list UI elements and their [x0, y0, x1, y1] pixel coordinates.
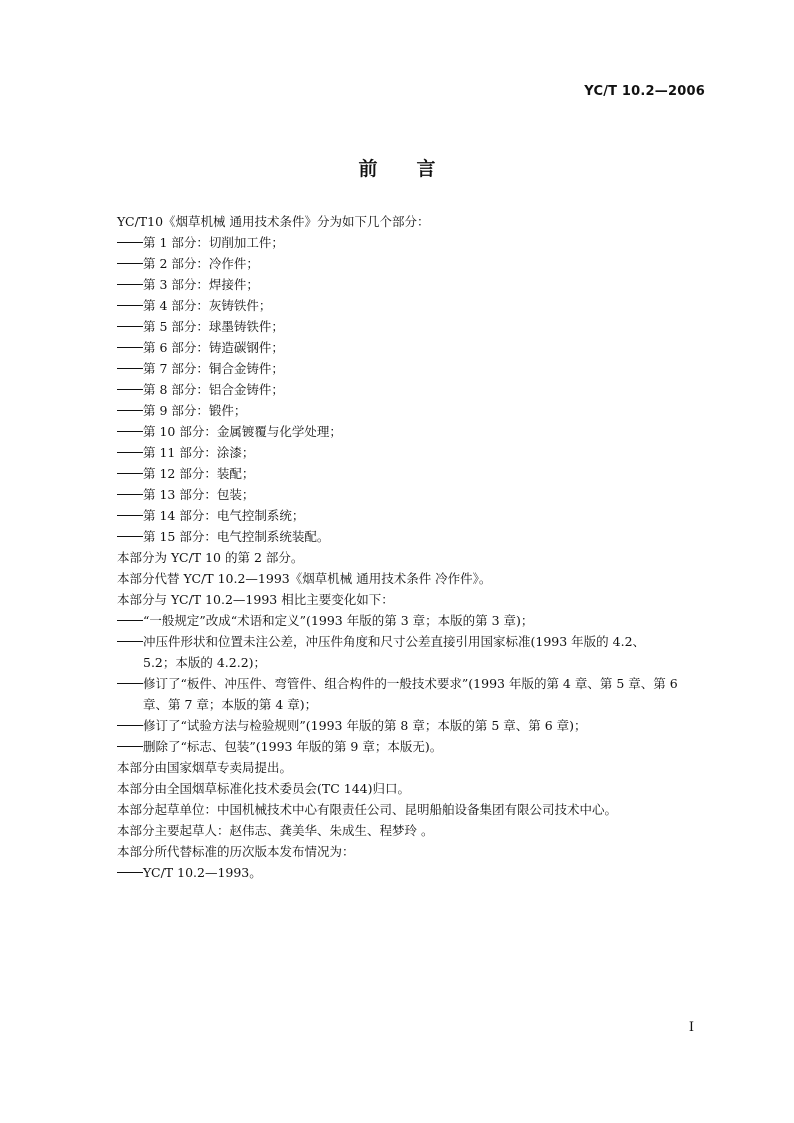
list-item: 第 7 部分：铜合金铸件；	[117, 358, 717, 379]
list-item: 第 14 部分：电气控制系统；	[117, 505, 717, 526]
list-item-continuation: 章、第 7 章；本版的第 4 章)；	[143, 697, 318, 712]
foreword-body	[117, 211, 717, 883]
em-dash	[117, 473, 143, 474]
list-item: 第 4 部分：灰铸铁件；	[117, 295, 717, 316]
em-dash	[117, 410, 143, 411]
history-intro-line: 本部分所代替标准的历次版本发布情况为：	[117, 844, 355, 859]
list-item: 冲压件形状和位置未注公差，冲压件角度和尺寸公差直接引用国家标准(1993 年版的 4.2、	[117, 631, 717, 652]
list-item: 第 15 部分：电气控制系统装配。	[117, 526, 717, 547]
em-dash	[117, 284, 143, 285]
proposed-by-line: 本部分由国家烟草专卖局提出。	[117, 760, 293, 775]
list-item: YC/T 10.2—1993。	[117, 862, 717, 883]
intro-line: YC/T10《烟草机械 通用技术条件》分为如下几个部分：	[117, 214, 430, 229]
list-item: 第 9 部分：锻件；	[117, 400, 717, 421]
page-number: I	[688, 1020, 694, 1035]
this-part-line: 本部分为 YC/T 10 的第 2 部分。	[117, 550, 304, 565]
em-dash	[117, 263, 143, 264]
em-dash	[117, 452, 143, 453]
drafting-units-line: 本部分起草单位：中国机械技术中心有限责任公司、昆明船舶设备集团有限公司技术中心。	[117, 802, 618, 817]
em-dash	[117, 305, 143, 306]
em-dash	[117, 620, 143, 621]
em-dash	[117, 494, 143, 495]
centralized-by-line: 本部分由全国烟草标准化技术委员会(TC 144)归口。	[117, 781, 410, 796]
list-item: 删除了“标志、包装”(1993 年版的第 9 章；本版无)。	[117, 736, 717, 757]
list-item: 第 3 部分：焊接件；	[117, 274, 717, 295]
em-dash	[117, 431, 143, 432]
list-item: 第 2 部分：冷作件；	[117, 253, 717, 274]
list-item: 第 6 部分：铸造碳钢件；	[117, 337, 717, 358]
changes-list	[117, 610, 717, 757]
em-dash	[117, 368, 143, 369]
em-dash	[117, 746, 143, 747]
em-dash	[117, 872, 143, 873]
list-item: 第 13 部分：包装；	[117, 484, 717, 505]
list-item: 第 8 部分：铝合金铸件；	[117, 379, 717, 400]
em-dash	[117, 725, 143, 726]
em-dash	[117, 515, 143, 516]
em-dash	[117, 326, 143, 327]
list-item: 第 10 部分：金属镀覆与化学处理；	[117, 421, 717, 442]
list-item: 第 1 部分：切削加工件；	[117, 232, 717, 253]
replaces-line: 本部分代替 YC/T 10.2—1993《烟草机械 通用技术条件 冷作件》。	[117, 571, 492, 586]
list-item: 修订了“试验方法与检验规则”(1993 年版的第 8 章；本版的第 5 章、第 6 章)；	[117, 715, 717, 736]
em-dash	[117, 242, 143, 243]
em-dash	[117, 389, 143, 390]
list-item-continuation: 5.2；本版的 4.2.2)；	[143, 655, 267, 670]
drafters-line: 本部分主要起草人：赵伟志、龚美华、朱成生、程梦玲 。	[117, 823, 434, 838]
changes-intro-line: 本部分与 YC/T 10.2—1993 相比主要变化如下：	[117, 592, 394, 607]
page-title: 前言	[358, 158, 475, 180]
list-item: 第 12 部分：装配；	[117, 463, 717, 484]
em-dash	[117, 347, 143, 348]
em-dash	[117, 641, 143, 642]
list-item: 第 11 部分：涂漆；	[117, 442, 717, 463]
parts-list	[117, 232, 717, 547]
list-item: 修订了“板件、冲压件、弯管件、组合构件的一般技术要求”(1993 年版的第 4 章、第 5 章、第 6	[117, 673, 717, 694]
em-dash	[117, 683, 143, 684]
list-item: 第 5 部分：球墨铸铁件；	[117, 316, 717, 337]
list-item: “一般规定”改成“术语和定义”(1993 年版的第 3 章；本版的第 3 章)；	[117, 610, 717, 631]
em-dash	[117, 536, 143, 537]
standard-code: YC/T 10.2—2006	[584, 84, 705, 99]
